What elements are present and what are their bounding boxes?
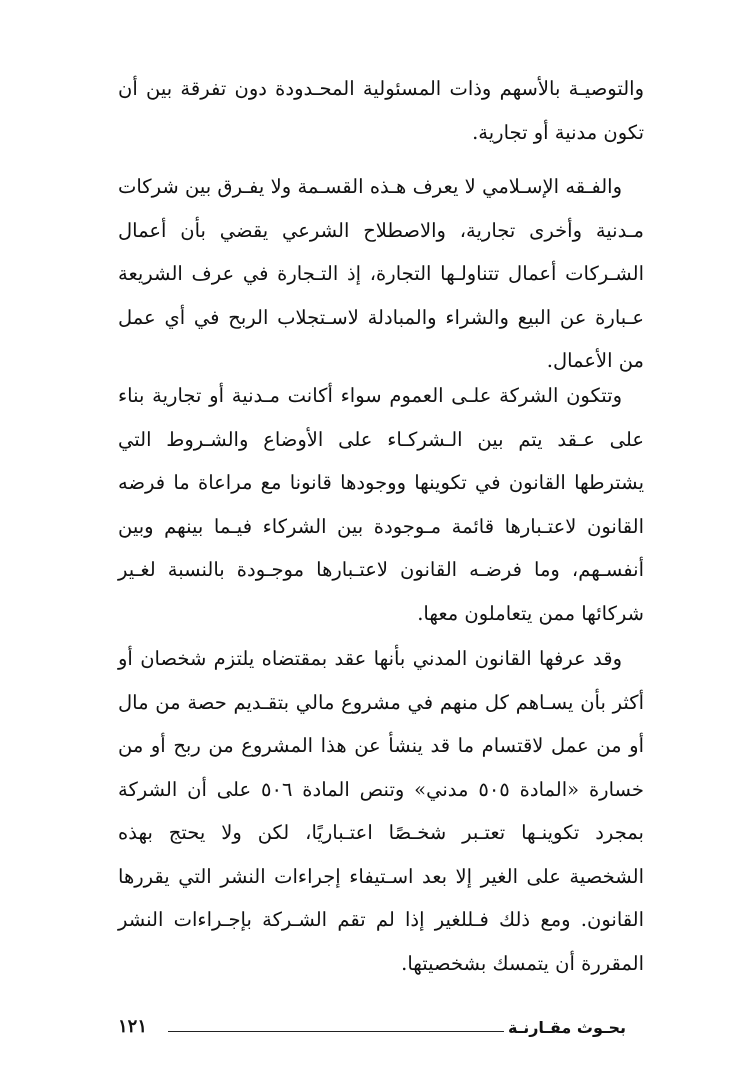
paragraph-text: والتوصيـة بالأسهم وذات المسئولية المحـدودة دون تفرقة بين أن تكون مدنية أو تجارية. — [118, 77, 644, 144]
page-number: ١٢١ — [118, 1016, 148, 1037]
paragraph-islamic-fiqh — [118, 165, 644, 383]
paragraph-company-formation — [118, 374, 644, 635]
paragraph-text: وتتكون الشركة علـى العموم سواء أكانت مـدنية أو تجارية بناء على عـقد يتم بين الـشركـاء على الأوضاع والشـروط التي يشترطها القانون في تكوينها ووجودها قانونا مع مراعاة ما فرضه القانون لاعتـبارها قائمة مـوجودة بين الشركاء فيـما بينهم وبين أنفسـهم، وما فرضـه القانون لاعتـبارها موجـودة بالنسبة لغـير شركائها ممن يتعاملون معها. — [118, 384, 644, 625]
running-head: بحـوث مقـارنـة — [508, 1018, 626, 1037]
paragraph-text: والفـقه الإسـلامي لا يعرف هـذه القسـمة ولا يفـرق بين شركات مـدنية وأخرى تجارية، والاصطلاح الشرعي يقضي بأن أعمال الشـركات أعمال تتناولـها التجارة، إذ التـجارة في عرف الشريعة عـبارة عن البيع والشراء والمبادلة لاسـتجلاب الربح في أي عمل من الأعمال. — [118, 175, 644, 372]
paragraph-continuation — [118, 67, 644, 154]
footer-rule — [168, 1031, 504, 1032]
page-footer — [118, 1016, 626, 1046]
paragraph-text: وقد عرفها القانون المدني بأنها عقد بمقتضاه يلتزم شخصان أو أكثر بأن يسـاهم كل منهم في مشروع مالي بتقـديم حصة من مال أو من عمل لاقتسام ما قد ينشأ عن هذا المشروع من ربح أو من خسارة «المادة ٥٠٥ مدني» وتنص المادة ٥٠٦ على أن الشركة بمجرد تكوينـها تعتـبر شخـصًا اعتـباريًا، لكن ولا يحتج بهذه الشخصية على الغير إلا بعد اسـتيفاء إجراءات النشر التي يقررها القانون. ومع ذلك فـللغير إذا لم تقم الشـركة بإجـراءات النشر المقررة أن يتمسك بشخصيتها. — [118, 647, 644, 975]
paragraph-civil-law-definition — [118, 637, 644, 985]
